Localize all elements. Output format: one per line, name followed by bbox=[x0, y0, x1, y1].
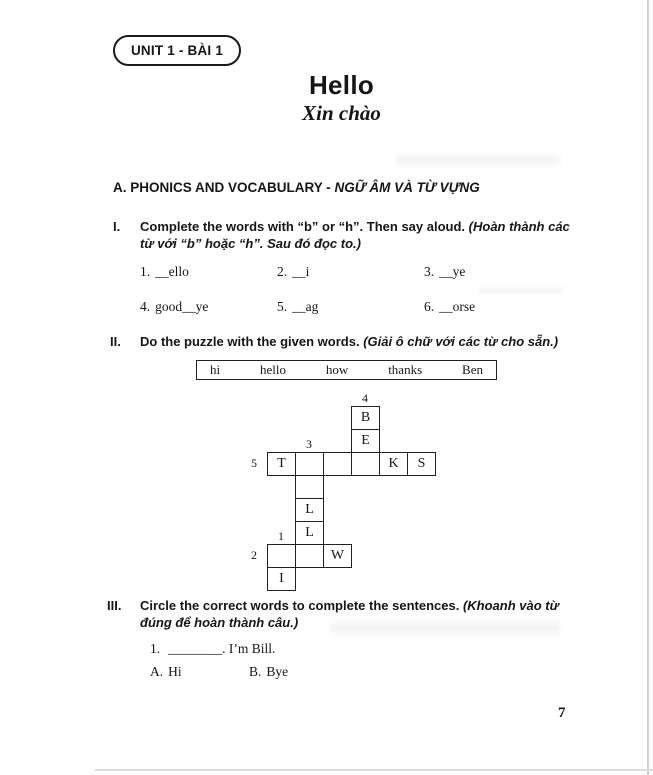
fill-blank-item-1 bbox=[140, 264, 189, 280]
fill-blank-item-3 bbox=[424, 264, 465, 280]
puzzle-cell: B bbox=[351, 406, 380, 430]
exercise-1-instruction bbox=[140, 219, 580, 252]
word-bank-word: hi bbox=[210, 362, 221, 377]
page-edge-shadow-bottom bbox=[95, 769, 653, 771]
item-word: __i bbox=[292, 264, 310, 279]
puzzle-cell bbox=[323, 452, 352, 476]
exercise-2-instruction-en: Do the puzzle with the given words. bbox=[140, 334, 360, 349]
question-blank: ________ bbox=[168, 641, 223, 656]
item-number: 6. bbox=[424, 299, 435, 314]
puzzle-cell: K bbox=[379, 452, 408, 476]
page-number: 7 bbox=[558, 705, 566, 721]
puzzle-cell bbox=[295, 452, 324, 476]
puzzle-number-label: 1 bbox=[278, 529, 284, 543]
puzzle-cell: I bbox=[267, 567, 296, 591]
word-bank-word: how bbox=[325, 362, 349, 377]
word-bank-word: Ben bbox=[462, 362, 483, 377]
fill-blank-item-2 bbox=[277, 264, 309, 280]
puzzle-cell bbox=[351, 452, 380, 476]
item-number: 4. bbox=[140, 299, 151, 314]
fill-blank-item-4 bbox=[140, 299, 208, 315]
exercise-3-instruction-en: Circle the correct words to complete the sentences. bbox=[140, 598, 460, 613]
scan-bleed-artifact bbox=[330, 614, 560, 642]
exercise-2-instruction bbox=[140, 334, 585, 351]
question-number: 1. bbox=[150, 641, 161, 656]
word-bank-word: hello bbox=[260, 362, 287, 377]
fill-blank-item-6 bbox=[424, 299, 475, 315]
section-a-heading-vi: NGỮ ÂM VÀ TỪ VỰNG bbox=[334, 180, 480, 195]
fill-blank-item-5 bbox=[277, 299, 318, 315]
section-a-heading-en: A. PHONICS AND VOCABULARY - bbox=[113, 180, 335, 195]
item-word: __orse bbox=[439, 299, 476, 314]
puzzle-cell: L bbox=[295, 498, 324, 522]
answer-option-a bbox=[150, 664, 182, 680]
unit-badge-label: UNIT 1 - BÀI 1 bbox=[130, 43, 224, 58]
word-bank bbox=[196, 360, 497, 380]
puzzle-number-label: 4 bbox=[362, 391, 368, 405]
page-edge-shadow-right bbox=[647, 0, 649, 775]
puzzle-cell: W bbox=[323, 544, 352, 568]
sentence-question-1 bbox=[150, 641, 275, 657]
puzzle-number-label: 3 bbox=[306, 437, 312, 451]
puzzle-cell: S bbox=[407, 452, 436, 476]
puzzle-cell: T bbox=[267, 452, 296, 476]
exercise-1-instruction-en: Complete the words with “b” or “h”. Then say aloud. bbox=[140, 219, 466, 234]
option-text: Bye bbox=[266, 664, 289, 679]
puzzle-cell: E bbox=[351, 429, 380, 453]
exercise-2-instruction-vi: (Giải ô chữ với các từ cho sẵn.) bbox=[363, 334, 559, 349]
exercise-2-numeral: II. bbox=[110, 334, 121, 349]
exercise-3-numeral: III. bbox=[107, 598, 122, 613]
puzzle-number-label: 5 bbox=[251, 456, 257, 470]
answer-option-b bbox=[249, 664, 288, 680]
exercise-1-numeral: I. bbox=[113, 219, 121, 234]
unit-badge bbox=[113, 35, 241, 66]
puzzle-cell bbox=[295, 475, 324, 499]
item-word: __ye bbox=[439, 264, 466, 279]
puzzle-number-label: 2 bbox=[251, 548, 257, 562]
item-word: __ello bbox=[155, 264, 189, 279]
scan-bleed-artifact bbox=[478, 283, 563, 298]
item-number: 1. bbox=[140, 264, 151, 279]
exercise-1-instruction-vi: (Hoàn thành các từ với “b” hoặc “h”. Sau đó đọc to.) bbox=[140, 219, 570, 251]
word-bank-word: thanks bbox=[388, 362, 423, 377]
scan-bleed-artifact bbox=[395, 149, 560, 171]
page-subtitle: Xin chào bbox=[302, 101, 381, 125]
item-number: 3. bbox=[424, 264, 435, 279]
exercise-3-instruction-vi: (Khoanh vào từ đúng để hoàn thành câu.) bbox=[140, 598, 559, 630]
question-text: . I’m Bill. bbox=[222, 641, 276, 656]
puzzle-cell bbox=[295, 544, 324, 568]
item-number: 5. bbox=[277, 299, 288, 314]
crossword-grid bbox=[251, 391, 467, 606]
option-label: B. bbox=[249, 664, 262, 679]
page-title: Hello bbox=[308, 70, 375, 100]
item-number: 2. bbox=[277, 264, 288, 279]
puzzle-cell: L bbox=[295, 521, 324, 545]
option-label: A. bbox=[150, 664, 164, 679]
section-a-heading bbox=[113, 180, 480, 195]
option-text: Hi bbox=[168, 664, 182, 679]
item-word: good__ye bbox=[155, 299, 209, 314]
item-word: __ag bbox=[292, 299, 319, 314]
puzzle-cell bbox=[267, 544, 296, 568]
